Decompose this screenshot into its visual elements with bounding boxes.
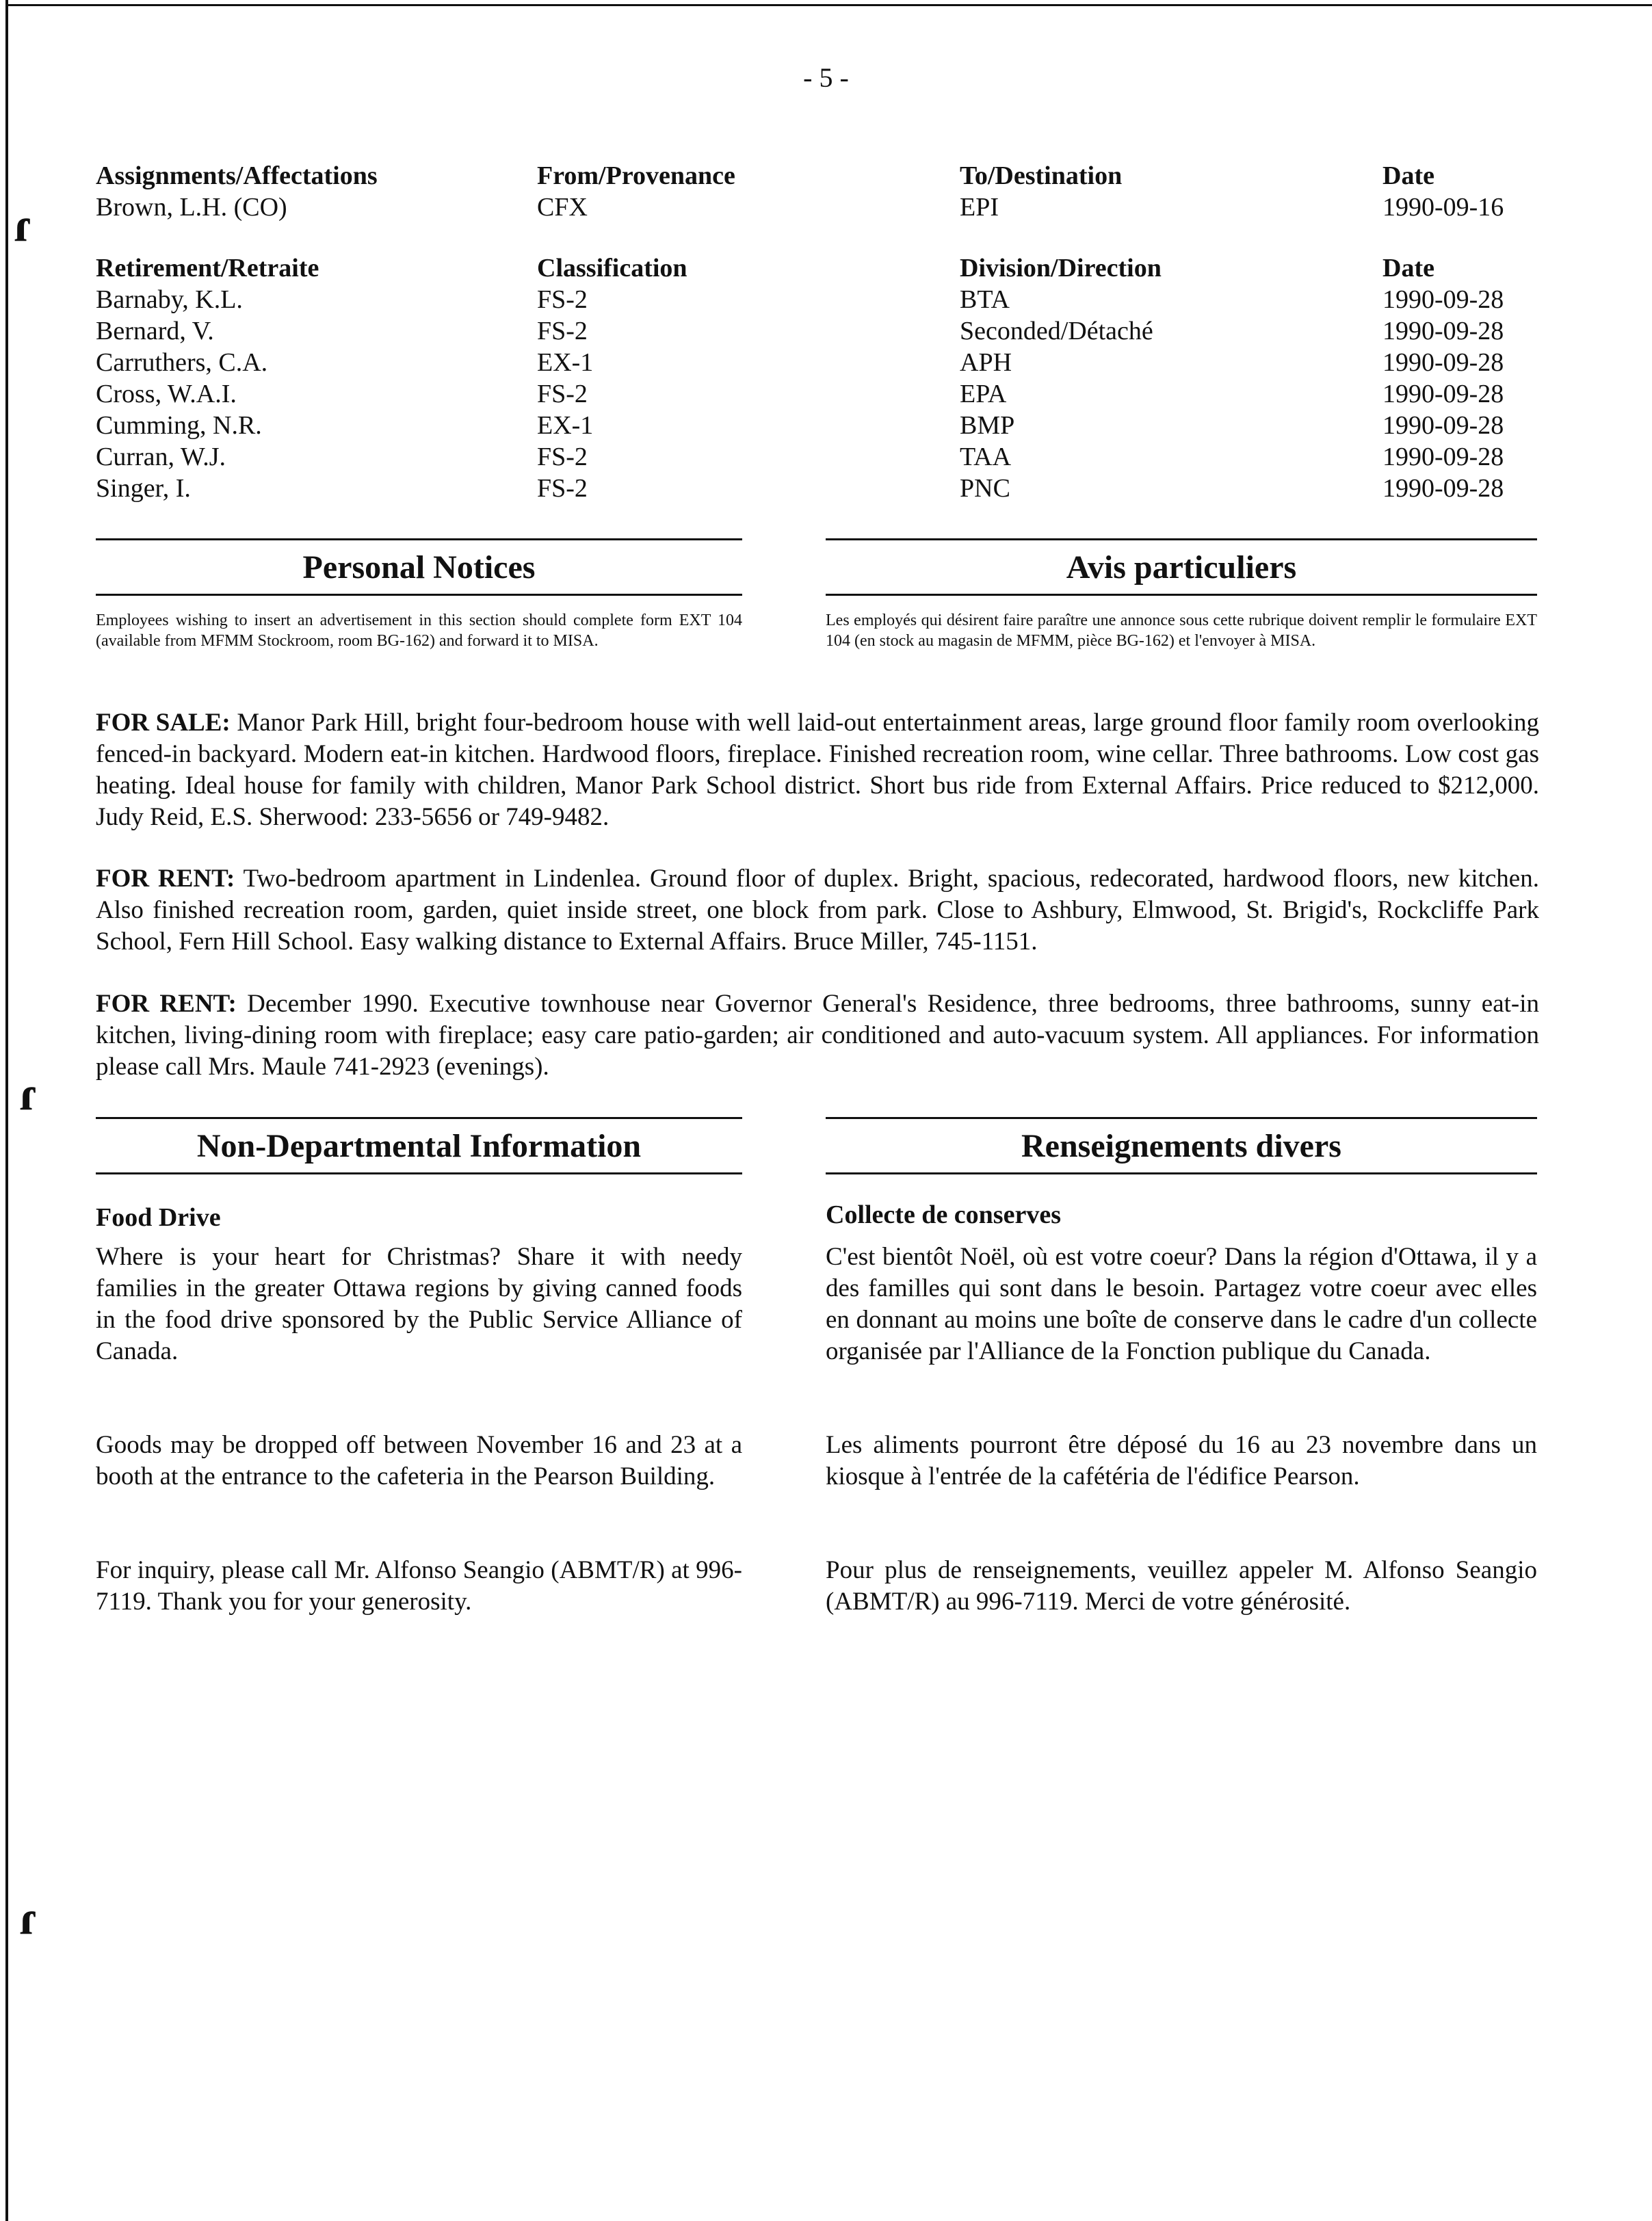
- table-cell: BTA: [960, 285, 1010, 314]
- food-drive-paragraph: Where is your heart for Christmas? Share it with needy families in the greater Ottawa regions by giving canned foods in the food drive sponsored by the Public Service Alliance of Canada.: [96, 1243, 742, 1365]
- ad-for-rent: [96, 863, 1539, 958]
- section-rule: [826, 594, 1537, 596]
- table-row: [96, 347, 1539, 378]
- table-cell: PNC: [960, 474, 1010, 503]
- table-row: [96, 315, 1539, 347]
- header-cell: Assignments/Affectations: [96, 161, 378, 190]
- section-rule: [96, 538, 742, 540]
- table-cell: EX-1: [537, 348, 594, 377]
- table-cell: Carruthers, C.A.: [96, 348, 268, 377]
- table-cell: TAA: [960, 443, 1012, 471]
- header-cell: From/Provenance: [537, 161, 735, 190]
- ad-text: December 1990. Executive townhouse near Governor General's Residence, three bedrooms, three bathrooms, sunny eat-in kitchen, living-dining room with fireplace; easy care patio-garden; air conditioned and auto-vacuum system. All appliances. For information please call Mrs. Maule 741-2923 (evenings).: [96, 990, 1540, 1081]
- page-left-border: [5, 0, 8, 2221]
- header-cell: Classification: [537, 254, 687, 282]
- food-drive-heading: Food Drive: [96, 1203, 221, 1232]
- non-departmental-title: Non-Departmental Information: [196, 1128, 642, 1164]
- binding-mark: ɾ: [19, 1068, 39, 1120]
- food-drive-paragraph: Goods may be dropped off between November 16 and 23 at a booth at the entrance to the cafeteria in the Pearson Building.: [96, 1431, 742, 1490]
- personal-notices-intro-fr: Les employés qui désirent faire paraître une annonce sous cette rubrique doivent remplir le formulaire EXT 104 (en stock au magasin de MFMM, pièce BG-162) et l'envoyer à MISA.: [826, 612, 1537, 650]
- binding-mark: ɾ: [14, 199, 34, 252]
- ad-text: Two-bedroom apartment in Lindenlea. Ground floor of duplex. Bright, spacious, redecorated, hardwood floors, new kitchen. Also finished recreation room, garden, quiet inside street, one block from park. Close to Ashbury, Elmwood, St. Brigid's, Rockcliffe Park School, Fern Hill School. Easy walking distance to External Affairs. Bruce Miller, 745-1151.: [96, 865, 1539, 956]
- table-cell: FS-2: [537, 285, 588, 314]
- table-cell: Seconded/Détaché: [960, 317, 1153, 345]
- table-cell: 1990-09-28: [1382, 317, 1504, 345]
- table-cell: FS-2: [537, 317, 588, 345]
- table-row: [96, 378, 1539, 410]
- table-cell: CFX: [537, 193, 588, 222]
- table-cell: Curran, W.J.: [96, 443, 226, 471]
- ad-for-sale: [96, 707, 1539, 833]
- table-cell: FS-2: [537, 443, 588, 471]
- collecte-paragraph: C'est bientôt Noël, où est votre coeur? Dans la région d'Ottawa, il y a des familles qui sont dans le besoin. Partagez votre coeur avec elles en donnant au moins une boîte de conserve dans le cadre d'un collecte organisée par l'Alliance de la Fonction publique du Canada.: [826, 1243, 1537, 1365]
- header-cell: Date: [1382, 254, 1434, 282]
- section-rule: [826, 538, 1537, 540]
- table-cell: EPA: [960, 380, 1007, 408]
- table-cell: Cross, W.A.I.: [96, 380, 237, 408]
- table-cell: Singer, I.: [96, 474, 191, 503]
- section-rule: [96, 1117, 742, 1119]
- table-cell: APH: [960, 348, 1012, 377]
- table-row: [96, 473, 1539, 504]
- section-rule: [96, 594, 742, 596]
- ad-for-rent: [96, 988, 1539, 1083]
- collecte-heading: Collecte de conserves: [826, 1200, 1061, 1229]
- ad-label: FOR RENT:: [96, 990, 237, 1018]
- header-cell: Division/Direction: [960, 254, 1162, 282]
- page-number: - 5 -: [803, 62, 849, 93]
- retirement-header: [96, 252, 1539, 284]
- table-cell: 1990-09-16: [1382, 193, 1504, 222]
- table-cell: 1990-09-28: [1382, 443, 1504, 471]
- ad-label: FOR RENT:: [96, 865, 235, 893]
- table-cell: Bernard, V.: [96, 317, 214, 345]
- section-rule: [826, 1117, 1537, 1119]
- collecte-paragraph: Pour plus de renseignements, veuillez appeler M. Alfonso Seangio (ABMT/R) au 996-7119. Merci de votre générosité.: [826, 1556, 1537, 1616]
- table-cell: FS-2: [537, 474, 588, 503]
- table-cell: EX-1: [537, 411, 594, 440]
- renseignements-divers-title: Renseignements divers: [1021, 1128, 1341, 1164]
- personal-notices-title: Personal Notices: [302, 549, 536, 586]
- table-cell: Brown, L.H. (CO): [96, 193, 287, 222]
- header-cell: Date: [1382, 161, 1434, 190]
- table-cell: 1990-09-28: [1382, 380, 1504, 408]
- assignments-header: [96, 160, 1539, 192]
- food-drive-paragraph: For inquiry, please call Mr. Alfonso Seangio (ABMT/R) at 996-7119. Thank you for your generosity.: [96, 1556, 742, 1616]
- header-cell: Retirement/Retraite: [96, 254, 319, 282]
- retirement-table: [96, 252, 1539, 504]
- table-cell: 1990-09-28: [1382, 348, 1504, 377]
- ad-text: Manor Park Hill, bright four-bedroom house with well laid-out entertainment areas, large ground floor family room overlooking fenced-in backyard. Modern eat-in kitchen. Hardwood floors, fireplace. Finished recreation room, wine cellar. Three bathrooms. Low cost gas heating. Ideal house for family with children, Manor Park School district. Short bus ride from External Affairs. Price reduced to $212,000. Judy Reid, E.S. Sherwood: 233-5656 or 749-9482.: [96, 709, 1539, 831]
- table-row: [96, 192, 1539, 223]
- table-cell: 1990-09-28: [1382, 411, 1504, 440]
- assignments-table: [96, 160, 1539, 223]
- table-row: [96, 284, 1539, 315]
- table-cell: Barnaby, K.L.: [96, 285, 243, 314]
- table-cell: BMP: [960, 411, 1015, 440]
- personal-notices-intro-en: Employees wishing to insert an advertisement in this section should complete form EXT 104 (available from MFMM Stockroom, room BG-162) and forward it to MISA.: [96, 612, 742, 650]
- page-top-border: [5, 4, 1652, 6]
- table-row: [96, 441, 1539, 473]
- table-cell: 1990-09-28: [1382, 285, 1504, 314]
- avis-particuliers-title: Avis particuliers: [1066, 549, 1297, 586]
- ad-label: FOR SALE:: [96, 709, 231, 737]
- table-row: [96, 410, 1539, 441]
- header-cell: To/Destination: [960, 161, 1123, 190]
- binding-mark: ɾ: [19, 1892, 39, 1945]
- table-cell: EPI: [960, 193, 999, 222]
- collecte-paragraph: Les aliments pourront être déposé du 16 au 23 novembre dans un kiosque à l'entrée de la cafétéria de l'édifice Pearson.: [826, 1431, 1537, 1490]
- section-rule: [826, 1172, 1537, 1174]
- table-cell: 1990-09-28: [1382, 474, 1504, 503]
- table-cell: FS-2: [537, 380, 588, 408]
- table-cell: Cumming, N.R.: [96, 411, 262, 440]
- section-rule: [96, 1172, 742, 1174]
